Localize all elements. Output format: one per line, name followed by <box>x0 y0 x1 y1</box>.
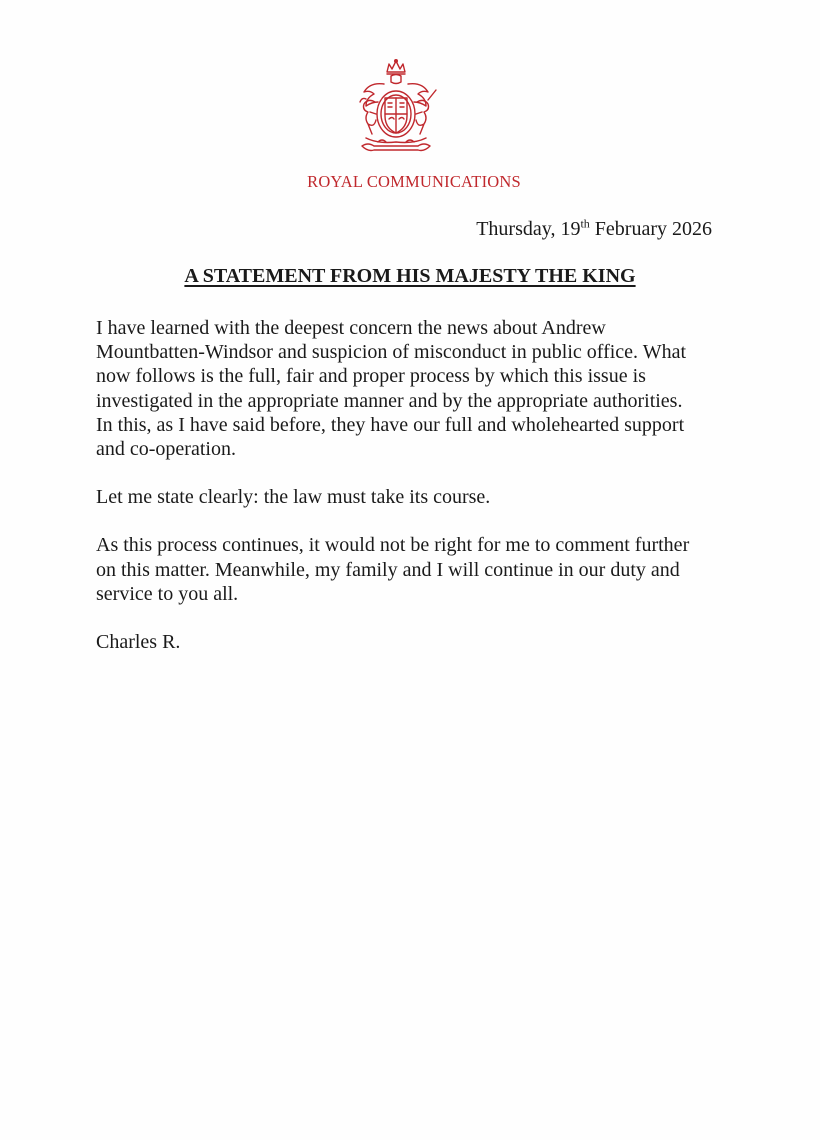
paragraph-line: Mountbatten-Windsor and suspicion of misconduct in public office. What <box>96 341 687 364</box>
paragraph-line: In this, as I have said before, they have our full and wholehearted support <box>96 413 685 436</box>
paragraph <box>96 533 736 606</box>
paragraph-line: on this matter. Meanwhile, my family and I will continue in our duty and <box>96 558 680 581</box>
paragraph-line: investigated in the appropriate manner and by the appropriate authorities. <box>96 389 683 412</box>
paragraph-line: As this process continues, it would not be right for me to comment further <box>96 534 690 557</box>
paragraph <box>96 485 736 509</box>
date-month-year: February 2026 <box>589 218 712 240</box>
statement-body <box>96 316 736 678</box>
date-ordinal: th <box>580 216 590 231</box>
statement-title: A STATEMENT FROM HIS MAJESTY THE KING <box>184 265 636 287</box>
paragraph-line: now follows is the full, fair and proper process by which this issue is <box>96 365 646 388</box>
paragraph-line: I have learned with the deepest concern the news about Andrew <box>96 317 606 339</box>
date-day: Thursday, 19 <box>476 218 581 240</box>
royal-coat-of-arms-icon <box>348 58 444 158</box>
paragraph-line: Let me state clearly: the law must take its course. <box>96 486 491 509</box>
office-name: ROYAL COMMUNICATIONS <box>307 172 521 191</box>
statement-date <box>476 218 712 241</box>
paragraph-line: and co-operation. <box>96 438 236 461</box>
paragraph-line: service to you all. <box>96 582 239 605</box>
paragraph <box>96 316 736 461</box>
signature: Charles R. <box>96 631 181 654</box>
